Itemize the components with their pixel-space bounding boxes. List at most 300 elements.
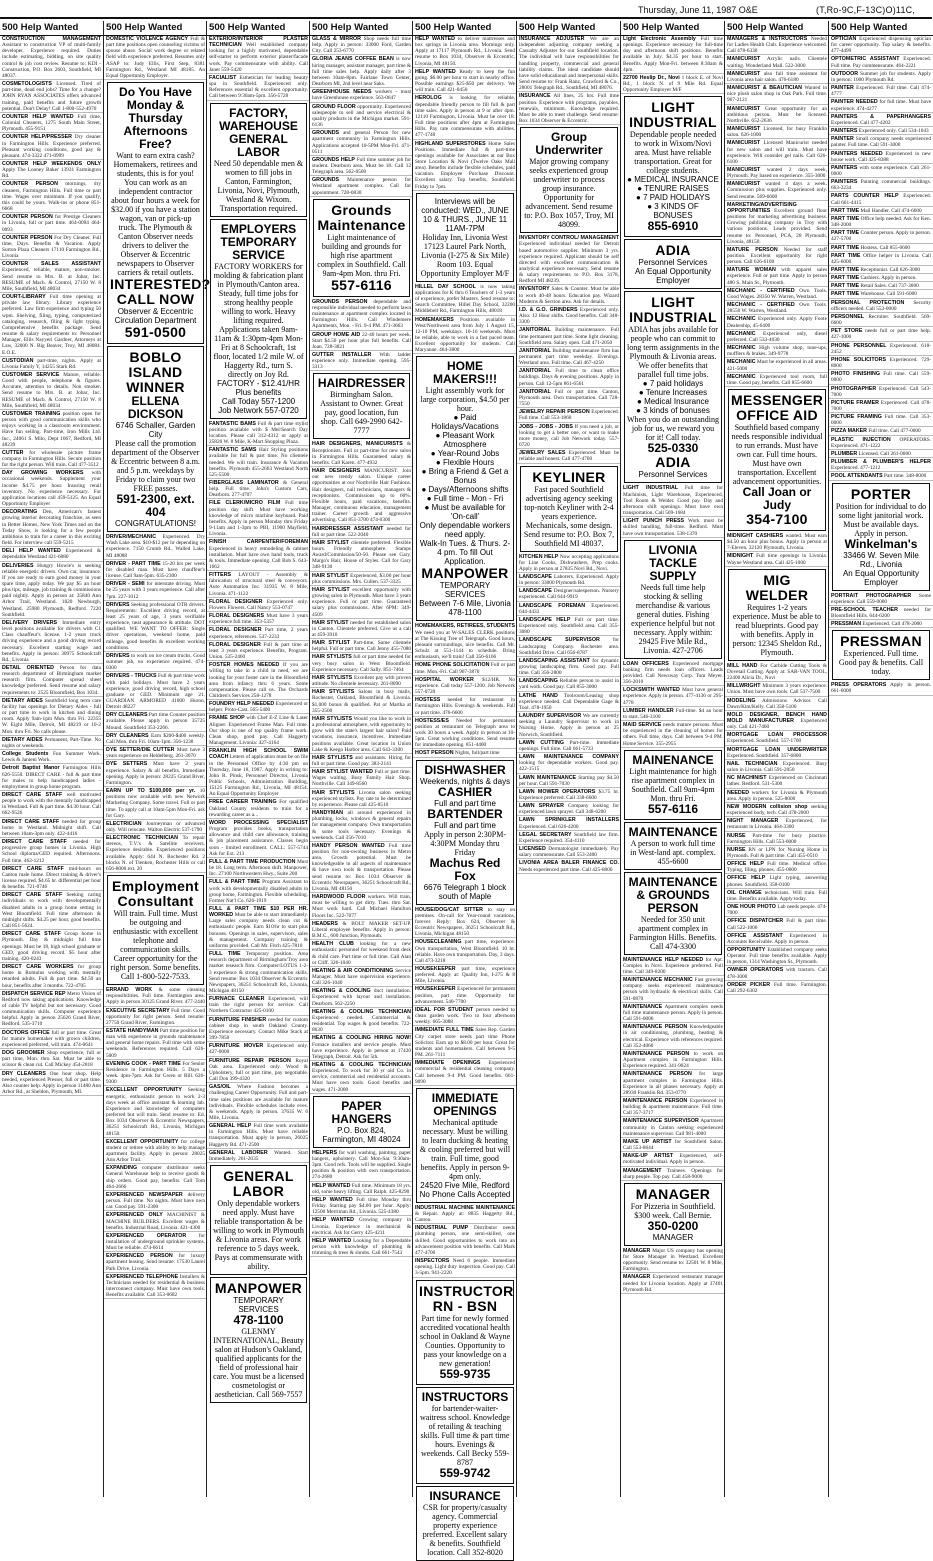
- classified-ad: [829, 300, 933, 313]
- classified-ad: [207, 701, 310, 714]
- classified-ad: [725, 875, 829, 888]
- ad-title: NURSE: [727, 846, 746, 853]
- ad-body: Apartment complex needs full time maintenance person. Apply in person. Call 591-0006: [623, 1003, 723, 1023]
- ad-title: FLORAL DESIGNER: [209, 627, 262, 634]
- ad-body: Experienced only. Call 534-1043: [858, 128, 929, 135]
- classified-ad: [725, 359, 829, 372]
- ad-title: HOST PERSON: [415, 750, 454, 757]
- ad-body: Experienced. Must be reliable and honest. Call 477-4760: [519, 450, 619, 463]
- ad-body: technicians. Will train. Full time. Benefits available. Apply today.: [727, 889, 827, 902]
- ad-body: Full or part time. Wages waiting. Busy Family Hair Shop. Northville. Call 349-8560: [312, 769, 411, 788]
- ad-body: for college student or retiree with ability to help manage apartment facility. Apply in person: 28025 Ann Arbor Trail.: [106, 1138, 205, 1164]
- ad-title: HAIR STYLIST: [312, 539, 349, 546]
- ad-body: Full time. Good opportunity for right person. Send resume: 27750 Grand River, Farmington.: [106, 1007, 205, 1026]
- ad-title: PIZZA MAKER: [831, 428, 867, 435]
- ad-body: We are an independent adjusting company seeking a Casualty Adjuster for our Southfield location. The individual will have responsibilities for handling property, commercial and general liability claims. The ideal candidate should have solid educational and interpersonal skills. Send resume to: Frank Ranz, Crawford & Co., 28001 Telegraph Rd., Southfield, MI 48076.: [519, 36, 620, 92]
- ad-body: Full time. Minimum 18 yrs. old, some heavy lifting. Call Ralph. 425-8290: [312, 1182, 411, 1195]
- ad-body: Apply in person. 661-6000: [831, 682, 931, 695]
- ad-title: MAKE-UP ARTIST: [623, 1153, 674, 1160]
- box-body: Light maintenance of building and grounds for high rise apartment complex in Southfield. Call 9am-4pm Mon. thru Fri.: [317, 232, 406, 278]
- classified-ad: [413, 750, 517, 757]
- livonia-tackle-box: [624, 540, 722, 659]
- ad-title: DELIVERIES: [2, 562, 34, 569]
- ad-body: Must be 18. Long term. Afternoon shift. Manpower, Inc. 27100 Northwestern Hwy., Suite 200: [209, 858, 308, 878]
- ad-title: MAINTENANCE SUPERVISOR: [623, 1118, 699, 1125]
- ad-body: Part time position for man with experience in grounds maintenance and general home repairs. Full time with some weekends. References required. Call 626-5009: [106, 1028, 205, 1059]
- ad-title: PET STORE: [831, 328, 863, 335]
- classified-ad: [310, 941, 413, 967]
- classified-ad: [310, 810, 413, 842]
- ad-title: MATURE WOMAN: [727, 267, 776, 274]
- classified-ad: [413, 986, 517, 1005]
- ad-body: Established company seeks Operator. Full time benefits available. Apply in person, 1314 Washington St., Plymouth.: [727, 947, 827, 966]
- ad-body: Painting commercial buildings. 663-2234: [831, 179, 931, 192]
- box-body: Mechanical aptitude necessary. Must be willing to learn ducking & heating & cooling preferred but will train. Full time, good benefits. Apply in person 9-4pm only.: [419, 1117, 511, 1181]
- ad-body: Wanted. Start Immediately. 261-2035: [209, 1149, 309, 1162]
- ad-title: GROUNDS: [312, 177, 340, 184]
- classified-ad: [310, 1217, 413, 1236]
- ad-body: Assistant to construction VP of multi-family developer. Experience required. Duties include estimating, bidding, on site quality control & job cost review. Resume to: KDI - Construction, P.O. Box 2603, Southfield, MI 48037.: [2, 42, 101, 79]
- box-body: Birmingham Salon. Assistant to Owner. Great pay, good location, fun shop. Call 649-2990 642-7777: [320, 390, 403, 436]
- ad-body: Experienced. Full time. Call 474-4777: [831, 85, 931, 98]
- classified-column: [309, 21, 413, 1497]
- classified-ad: [104, 534, 207, 560]
- classified-ad: [310, 790, 413, 809]
- ad-title: LAWN MAINTENANCE COMPANY: [519, 754, 619, 761]
- ad-title: HAIR STYLISTS: [312, 674, 353, 681]
- ad-title: HELP WANTED: [312, 1217, 354, 1224]
- classified-ad: [0, 737, 103, 750]
- classified-ad: [207, 859, 310, 878]
- ad-title: MAINTENANCE PERSON: [623, 1024, 688, 1031]
- classified-ad: [310, 640, 413, 653]
- ad-title: PORTRAIT PHOTOGRAPHER: [831, 592, 912, 599]
- classified-ad: [0, 372, 103, 410]
- ad-title: GROUP HOME AID: [312, 331, 361, 338]
- ad-body: Experienced. Busy salon in Livonia. Call 591-2050: [727, 760, 827, 774]
- messenger-box: [728, 389, 826, 531]
- box-title: LIGHT INDUSTRIAL: [629, 294, 717, 326]
- ad-title: PHOTOGRAPHER: [831, 385, 877, 392]
- ad-title: LATHE HAND: [519, 692, 558, 699]
- bullet-text: Bring a Friend & Get a Bonus: [428, 467, 509, 486]
- ad-title: EXTERIOR/INTERIOR PLASTER TECHNICIAN: [209, 36, 308, 49]
- ad-title: DRY CLEANERS: [106, 732, 149, 739]
- ad-body: is now taking applications for K thru 6 Teachers of 1-3 years of experience, prefer Masters. Send resume to: Search Committee, Hillel Day School, 32200 Middlebelt Rd., Farmington Hills, 48018: [415, 283, 515, 315]
- benefit-item: ● Must be available for 'On-call': [424, 503, 506, 522]
- benefit-item: ● Medical Insurance: [637, 397, 709, 407]
- ad-body: Building maintenance. Full time permanent part time. Some light cleaning. Southfield area. Salary open. Call 471-2050: [519, 327, 619, 346]
- ad-title: HELP WANTED: [312, 1182, 351, 1189]
- ad-title: HAIR STYLIST: [312, 572, 349, 579]
- ad-title: 22700 Heslip Dr., Novi: [623, 74, 680, 81]
- ad-title: HEATING & COOLING TECHNICIAN: [312, 1062, 411, 1068]
- classified-ad: [829, 267, 933, 274]
- classified-ad: [413, 1205, 517, 1224]
- ad-title: ESTATE HANDYMAN: [106, 1028, 159, 1034]
- box-body: For Pizzeria in Southfield. $300 week. Call Bernie.: [630, 1201, 716, 1220]
- bullet-text: Full time - Mon - Fri: [433, 494, 504, 504]
- box-phone: 559-9735: [439, 1366, 491, 1381]
- ad-body: $12/HR. No experience. Call today 557-1200. Job Network 557-0720: [415, 676, 516, 696]
- box-call: Call Joan or Judy: [742, 484, 812, 512]
- classified-ad: [104, 788, 207, 820]
- ad-body: Ready to keep the fun going. $6.00 per hour to start in nearby office. Possible earnings $25-$50 per delivery. We will train. Call 421-0450: [415, 68, 516, 94]
- ad-title: MAINTENANCE: [623, 1003, 663, 1010]
- ad-body: Installers & Technicians needed for residential & business interconnect company. Must have own tools. Benefits available. Call 353-0682: [106, 1273, 205, 1299]
- ad-body: Full time Monday thru Friday. Starting pay $4.00 per hour. Apply: 12500 Merriman Rd., Livonia. 525-4380: [312, 1196, 411, 1216]
- ad-title: EXPERIENCED NEWSPAPER: [106, 1191, 183, 1198]
- classified-ad: [0, 866, 103, 892]
- classified-ad: [0, 161, 103, 180]
- ad-body: for dynamic growing landscaping firm. Good pay. Full time. Call 356-2800: [519, 657, 619, 677]
- ad-body: for Southfield Salon. Call 553-8644: [623, 1138, 723, 1152]
- ad-body: all around experienced in plumbing, locks, windows & general repairs for management company. Own transportation & some tools necessary. Evenings & weekends. Call 356-7010: [312, 810, 411, 841]
- box-title: MANAGER: [635, 1185, 711, 1202]
- ad-title: HELP WANTED: [312, 1237, 352, 1244]
- ad-title: PAINTERS: [831, 179, 858, 186]
- classified-column: [828, 21, 933, 1497]
- ad-title: PART TIME: [831, 215, 860, 222]
- ad-title: HELPERS: [312, 1149, 338, 1156]
- box-name: Machus Red Fox: [429, 855, 501, 883]
- classified-ad: [310, 1197, 413, 1216]
- adia-box: [624, 239, 722, 289]
- bullet-text: Must be available for 'On-call': [431, 503, 506, 522]
- ad-title: MIDNIGHT CASHIERS: [727, 532, 784, 539]
- ad-body: Light typing, answering phones. Southfield. 358-0100: [727, 875, 827, 888]
- classified-ad: [621, 957, 725, 976]
- ad-title: DRY CLEANERS: [106, 712, 148, 719]
- ad-body: Full or part time. Experienced only. Southfield area. Call 355-3080: [519, 616, 619, 636]
- ad-title: LANDSCAPE: [519, 573, 552, 580]
- ad-body: part time, experience preferred. Apply at: Quality Inn, I-275 & 8 Mile, Livonia.: [415, 966, 516, 985]
- classified-ad: [207, 599, 310, 612]
- benefit-item: ● TENURE RAISES: [637, 184, 709, 194]
- ad-body: Need 6 people. Immediate opening. Light duty inspection. Good pay. Call 3-5pm. 941-2220: [415, 1258, 515, 1277]
- classified-ad: [310, 352, 413, 371]
- ad-title: MECHANIC: [727, 330, 756, 337]
- classified-ad: [517, 93, 621, 125]
- ad-body: Designer/salesperson. Nursery experienced. Call 644-9919: [519, 588, 619, 601]
- ad-title: HAIR STYLIST: [312, 586, 350, 593]
- ad-title: MAINTENANCE MECHANIC: [623, 977, 693, 984]
- ad-title: HAIRDRESSER ASSISTANT: [312, 525, 384, 532]
- box-sub: Full and part time: [434, 798, 496, 808]
- ad-title: HIGHLAND SUPERSTORES: [415, 140, 486, 147]
- ad-title: PAINTER NEEDED: [831, 99, 878, 106]
- classified-ad: [621, 687, 725, 706]
- ad-title: HOME PHONE SOLICITATION: [415, 662, 490, 669]
- ad-title: I.D. & G.O. GRINDERS: [519, 306, 578, 313]
- classified-ad: [829, 428, 933, 435]
- classified-ad: [725, 202, 829, 246]
- box-title: INSTRUCTOR: [419, 1282, 514, 1299]
- ad-title: HAIR STYLISTS: [312, 789, 355, 796]
- ad-body: needed for progressive group homes in Livonia. High School diploma/GED required. Afternoons. Full time. 462-1212: [2, 839, 102, 864]
- classified-ad: [829, 136, 933, 149]
- benefit-item: ● Flexible Hours: [435, 458, 495, 468]
- ad-title: FOSTER HOMES NEEDED: [209, 662, 280, 669]
- ad-body: Where Fashion becomes a challenging Career Opportunity. Full and part-time sales positions are available for mature individuals. Flexible schedules include eves. & weekends. Apply in person. 37635 W. 6 Mile, Livonia.: [209, 1084, 308, 1121]
- box-title: RN - BSN: [432, 1297, 498, 1314]
- classified-ad: [310, 1035, 413, 1061]
- ad-body: Mail Handler. Call 474-6600: [860, 207, 922, 214]
- ad-title: HARDWOOD FLOOR: [312, 894, 366, 901]
- ad-body: needed for Bloomfield Hills. 644-6200: [831, 606, 931, 619]
- box-sub: MANAGER: [652, 1232, 694, 1242]
- classified-ad: [517, 775, 621, 788]
- box-title: CASHIER: [437, 784, 492, 799]
- classified-ad: [621, 1004, 725, 1023]
- ad-body: MACHINIST & MACHINE BUILDERS. Excellent wages & benefits. Industrial Road, Livonia. 421-4300: [106, 1212, 206, 1231]
- ad-body: & Repair. Apply at: 8835 Haggerty Rd., Canton.: [415, 1210, 515, 1224]
- ad-body: Recruiter. Southfield. 569-6600: [831, 313, 931, 327]
- classified-ad: [725, 918, 829, 931]
- ad-body: Hungry Howie's is seeking reliable energetic drivers. Own car, insurance. If you are ready to earn good money in your spare time, apply today. We pay $5 an hour plus tips, mileage, job training & commissions paid nightly. Apply in person at: 35840 Ann Arbor Trail, Westland. 1820 Newburgh, Westland. 25980 Plymouth, Redford. 7220 Southfield.: [2, 562, 101, 618]
- box-body: Experienced. Full time. Good pay & benefits. Call today.: [838, 649, 924, 677]
- box-title: Grounds Maintenance: [317, 201, 406, 233]
- classified-ad: [0, 261, 103, 293]
- ad-title: NIGHT MANAGER: [727, 818, 779, 825]
- ad-title: PLUMBER: [831, 450, 858, 457]
- classified-ad: [725, 247, 829, 266]
- ad-body: Experienced, reliable, mature, non-smoker. Send resume to Mrs. B. at Jobar, Inc. RESUME of Mach. & Control, 27150 W. 8 Mile, Southfield, MI 48034: [2, 267, 101, 292]
- ad-title: GROUND FLOOR: [312, 103, 356, 110]
- box-note: Only dependable workers need apply.: [419, 521, 511, 540]
- ad-body: Experienced. Full time. Pay commensurate. 464-2221: [831, 56, 931, 69]
- classified-ad: [413, 966, 517, 985]
- ad-body: computer distributor seeks General Warehouse help to receive goods & ship orders. Good pay, benefits. Call Tom 464-2666: [106, 1165, 205, 1190]
- ad-body: Fast growing company seeks experienced maintenance person with hydraulic & electrical skills. Call 591-0870: [623, 977, 724, 1002]
- ad-body: needs full or part time help. 427-1000: [831, 328, 931, 341]
- classified-ad: [517, 389, 621, 408]
- ad-body: One hour shop. Help needed, experienced Presser, full or part time. Also counter help. Apply in person 11480 Ann Arbor Rd., at Sheldon, Plymouth, MI.: [2, 1070, 101, 1095]
- box-apply: Apply in person 2:30PM-4:30PM Monday thru Friday: [424, 829, 506, 857]
- bullet-text: TENURE RAISES: [644, 184, 709, 194]
- box-phone: 557-6116: [647, 801, 699, 816]
- box-title: MIG WELDER: [745, 571, 809, 603]
- ad-body: Experienced. Call 477-4202: [831, 119, 891, 126]
- classified-ad: [413, 939, 517, 965]
- ad-body: for installation of underground sprinkler systems. Must be reliable. 474-6614: [106, 1232, 205, 1252]
- classified-ad: [104, 1233, 207, 1252]
- ad-body: Experienced only. Flowers Flowers. Call Nancy 553-0747: [209, 598, 308, 611]
- classified-ad: [207, 879, 310, 905]
- classified-ad: [207, 799, 310, 818]
- classified-ad: [517, 235, 621, 285]
- ad-title: OFFICE DISPATCHER: [727, 918, 784, 925]
- classified-ad: [207, 951, 310, 995]
- classified-ad: [413, 284, 517, 316]
- ad-title: HELP WANTED: [415, 68, 456, 75]
- classified-column: [724, 21, 829, 1497]
- ad-body: Experienced only, diesel preferred. Call 533-4030: [727, 330, 828, 343]
- classified-ad: [517, 803, 621, 816]
- classified-ad: [829, 151, 933, 164]
- ad-body: Experienced, self-motivated individual. Apply in person.: [623, 1153, 724, 1166]
- ad-body: Must have 3 years experience full time. 353-5357: [209, 613, 308, 626]
- ad-title: MIDNIGHT: [727, 553, 754, 560]
- ad-body: Acrylic nails. Clientele waiting. Wonderland Mall. 522-3000: [727, 56, 827, 69]
- classified-ad: [725, 167, 829, 180]
- ad-body: Experienced. To work for 30 yr old Co. in service, commercial and residential accounts. Must have own tools. Good benefits and wages. 471-2000: [312, 1068, 411, 1093]
- ad-body: Experienced in Accounts Receivable. Apply in person.: [727, 932, 827, 945]
- ad-title: JANITORIAL: [519, 327, 551, 334]
- ad-body: Sales & Counter. Must be able to work 40-48 hours. Education pay. Wizard Moderns & Section area. Ask for details.: [519, 286, 620, 305]
- ad-body: $3.75 hr. Experience preferred. Call 338-6600: [519, 788, 619, 801]
- box-title: INSTRUCTORS: [421, 1389, 509, 1404]
- classified-ad: [413, 1225, 517, 1257]
- ad-body: with occasional weekends. Supplement your income $4.75 per hour. Insuring retail inventory. No experience necessary. For application locations call 459-5125. An Equal Opportunity Employer: [2, 470, 101, 508]
- ad-title: EXPERIENCED PERSON: [106, 1253, 173, 1260]
- ad-title: ELECTRICIAN: [106, 820, 142, 827]
- box-body: Will train. Full time. Must be outgoing and enthusiastic with excellent telephone and communication skills. Career opportunity for the right person. Some benefits. Call 1-800-522-7533.: [110, 909, 201, 982]
- classified-ad: [207, 75, 310, 101]
- ad-body: Growing company in Livonia. Experience in mechanical & electrical. Ask for Gerry 425-4211: [312, 1217, 411, 1236]
- box-addr: 33466 W. Seven Mile Rd., Livonia: [843, 550, 919, 569]
- ad-title: MANAGER: [623, 1274, 651, 1281]
- ad-title: LUMBER HANDLER: [623, 707, 674, 714]
- benefit-item: ● Full time - Mon - Fri: [426, 494, 504, 504]
- ad-body: Full time. Call 559-0000: [831, 371, 931, 384]
- ad-body: Security officers needed. Call 553-0000: [831, 299, 932, 312]
- benefit-item: ● MEDICAL INSURANCE: [627, 175, 719, 185]
- ad-title: PERSONAL PROTECTION: [831, 299, 905, 306]
- ad-body: For Senior Residence in Farmington Hills. 5 Days a week. 4pm-7pm. Ask for Gwen or Bill. 626-9300: [106, 1060, 206, 1086]
- ad-title: ELECTRONIC TECHNICIAN: [106, 835, 178, 842]
- ad-title: MANICURIST: [727, 140, 761, 147]
- classified-ad: [517, 450, 621, 463]
- ad-title: IMMEDIATE FULL TIME: [415, 1027, 474, 1034]
- box-body: Position for individual to do some light janitorial work. Must be available days. Apply in person.: [835, 501, 927, 538]
- ad-title: HAIR STYLIST WANTED: [312, 769, 373, 776]
- box-brand: ADIA: [655, 454, 691, 471]
- classified-ad: [310, 968, 413, 987]
- ad-body: Maintenance person for Westland apartment complex. Call for appointment. 728-0830: [312, 177, 411, 196]
- classified-ad: [413, 141, 517, 191]
- classified-ad: [0, 698, 103, 736]
- ad-body: Licensed. Call 261-0000: [858, 450, 911, 457]
- box-sub: Full and part time: [434, 820, 496, 830]
- ad-body: Full time. Call 353-0000: [831, 414, 931, 427]
- box-body: Want to earn extra cash? Homemakers, retirees and students, this is for you! You can work as an independent contractor about four hours a week for $32.00 if you have a station wagon, van or pick-up truck. The Plymouth & Canton Observer needs drivers to deliver the Observer & Eccentric newspapers to Observer carriers & retail outlets.: [111, 151, 200, 278]
- classified-ad: [725, 982, 829, 995]
- ad-body: Experienced only. Apply Foote Dealership, 45-6400: [727, 316, 827, 329]
- ad-body: needed for group home in Westland. Midnight shift. Call between 10am-3pm only. 422-4416: [2, 818, 102, 837]
- ad-body: Experienced & dependable Westland 421-6080: [2, 548, 101, 561]
- ad-body: For qualified Oakland County residents to train for a rewarding career as a...: [209, 799, 308, 818]
- ad-title: JOBS - JOBS - JOBS: [519, 423, 573, 430]
- classified-ad: [829, 283, 933, 290]
- ad-body: Minimum 3 years experience. Union. Must have own tools. Call 537-7500: [727, 683, 827, 696]
- ad-title: MANICURIST & BEAUTICIAN: [727, 85, 802, 92]
- ad-title: PICTURE FRAMER: [831, 399, 879, 406]
- classified-ad: [207, 421, 310, 447]
- ad-body: part-time, nights. Apply at Livonia Family Y, 14255 Stark Rd.: [2, 357, 101, 370]
- classified-ad: [517, 693, 621, 712]
- classified-column: [0, 21, 103, 1497]
- ad-title: HAIR STYLIST: [312, 619, 349, 626]
- ad-body: full or part time needed for very busy salon in West Bloomfield. Experience necessary. Call Sally. 851-7464: [312, 654, 412, 673]
- box-sub: TEMPORARY SERVICES: [439, 581, 491, 600]
- ad-body: Seeking caring individuals to work with developmentally disabled adults in a group home setting in West Bloomfield. Full time afternoon & midnight shifts. $4.25 per hour, good benefits. Call 851-5624.: [2, 892, 102, 930]
- ad-title: EXCELLENT OPPORTUNITY: [106, 1087, 182, 1094]
- classified-ad: [829, 216, 933, 229]
- general-labor-box: [210, 1165, 307, 1275]
- light-industrial-2-box: [624, 291, 722, 483]
- classified-ad: [310, 573, 413, 586]
- classified-ad: [829, 99, 933, 112]
- box-body: A person to work full time in West-land apt. complex. 455-6600: [630, 838, 716, 866]
- ad-body: Experienced. Southfield. 557-1700: [727, 738, 802, 745]
- box-addr: 6676 Telegraph 1 block south of Maple: [423, 882, 507, 901]
- ad-body: & some cleaning responsibilities. Full time. Farmington area. Apply in person 30125 Grand River. 477-2440: [106, 987, 206, 1006]
- ad-title: PRE-SCHOOL TEACHER: [831, 606, 898, 613]
- delivery-drivers-box: [107, 82, 211, 344]
- classified-ad: [207, 996, 310, 1015]
- ad-title: LICENSED: [519, 846, 546, 853]
- classified-ad: [725, 71, 829, 84]
- classified-ad: [517, 789, 621, 802]
- ad-body: Experienced needed. Commercial & residential. Top wages & good benefits. 722-8630: [312, 1014, 411, 1034]
- ad-title: INSPECTORS: [415, 1258, 450, 1265]
- classified-columns: [0, 21, 932, 1557]
- benefit-item: ● 3 KINDS OF BONUSES: [647, 202, 699, 221]
- column-header: 500 Help Wanted: [725, 21, 829, 36]
- dishwasher-box: [416, 760, 514, 905]
- box-cta: INTERESTED? CALL NOW: [110, 276, 211, 308]
- classified-ad: [310, 104, 413, 130]
- ad-body: Experienced. Call 626-4200: [519, 823, 579, 830]
- ad-title: HILLEL DAY SCHOOL: [415, 283, 476, 290]
- classified-ad: [413, 1060, 517, 1086]
- ad-title: FACIALIST: [209, 74, 237, 81]
- ad-body: High volume shop, tune-ups, mufflers & brakes. 349-9778: [727, 345, 827, 358]
- ad-body: Full time opening at private law library. Library experience preferred. Law firm experience and typing 50 wpm. Shelving, filing, typing, computerized cataloging, research, filing & light typing. Comprehensive benefits package. Send resume & salary requirements to: Personnel Manager, Ellis Nayyeri Gardner, Attorneys at Law, 32000 N. Big Beaver, Troy, MI 48084. E.O.E.: [2, 294, 101, 356]
- classified-ad: [829, 593, 933, 606]
- ad-title: COUNTER PERSON: [2, 181, 58, 188]
- classified-ad: [829, 451, 933, 458]
- ad-body: Full or part time. Mon.-Fri. Call 967-3870: [415, 662, 515, 675]
- ad-body: Toolroom/Leasing shop experience needed. Call Dependable Gage & Tool. 478-1950: [519, 692, 619, 711]
- box-body: Requires 1-2 years experience. Must be able to read blueprints. Good pay with benefits. Apply in person: 12345 Sheldon Rd., Plymouth.: [732, 602, 822, 657]
- ad-body: Experienced or helper. Proto-Cast. 565-5400: [209, 701, 308, 714]
- classified-ad: [104, 747, 207, 760]
- ad-title: FINISH CARPENTER/FOREMAN: [209, 539, 308, 546]
- ad-title: COUNTER HELP/PRESSER: [2, 134, 72, 141]
- winner-body: Please call the promotion department of the Observer & Eccentric between 8 a.m. and 5 p.m. weekdays by Friday to claim your two FREE passes.: [111, 439, 200, 494]
- classified-ad: [207, 539, 310, 571]
- winner-phone: 591-2300, ext. 404: [116, 492, 195, 520]
- ad-title: HANDY PERSON WANTED: [312, 842, 385, 849]
- ad-body: wanted. Must earn $4.50 an hour plus bonus. Apply in person at 7-Eleven. 32120 Plymouth, Livonia.: [727, 532, 828, 552]
- box-title: KEYLINER: [532, 468, 606, 485]
- ad-body: Needed for staff position. Excellent opportunity for right person. Call 626-6100: [727, 246, 827, 266]
- ad-body: Licensed. Tired of part-time, dead end jobs? Time for a change? JOHN RYAN ASSOCIATES offers advanced training, paid benefits and future growth potential. Don't Delay! Call 1-800-552-4970: [2, 81, 101, 112]
- bullet-text: Tenure Increases: [645, 388, 708, 398]
- box-body: Fast paced Southfield advertising agency seeking top-notch Keyliner with 2-4 years experience. Mechanicals, some design. Send resume to: P.O. Box 7, Southfield MI 48037.: [523, 484, 615, 548]
- ad-title: LOAN OFFICERS: [623, 660, 669, 667]
- ad-title: HOSPITAL WORKER: [415, 676, 474, 683]
- ad-title: LANDSCAPING: [519, 678, 558, 685]
- box-call: Call Today 557-1200: [221, 396, 296, 406]
- ad-body: needs mature persons. Must be experienced in the cleaning of homes for others. Full time, days. Call between 9-4 PM. Home Service. 355-2955: [623, 722, 723, 747]
- ad-title: INVENTORY CONTROL/ MANAGEMENT: [519, 235, 619, 242]
- ad-title: MILL HAND: [727, 662, 758, 669]
- classified-ad: [104, 1008, 207, 1027]
- ad-body: also full time assistant for Livonia area hair salon. 476-6180: [727, 70, 827, 83]
